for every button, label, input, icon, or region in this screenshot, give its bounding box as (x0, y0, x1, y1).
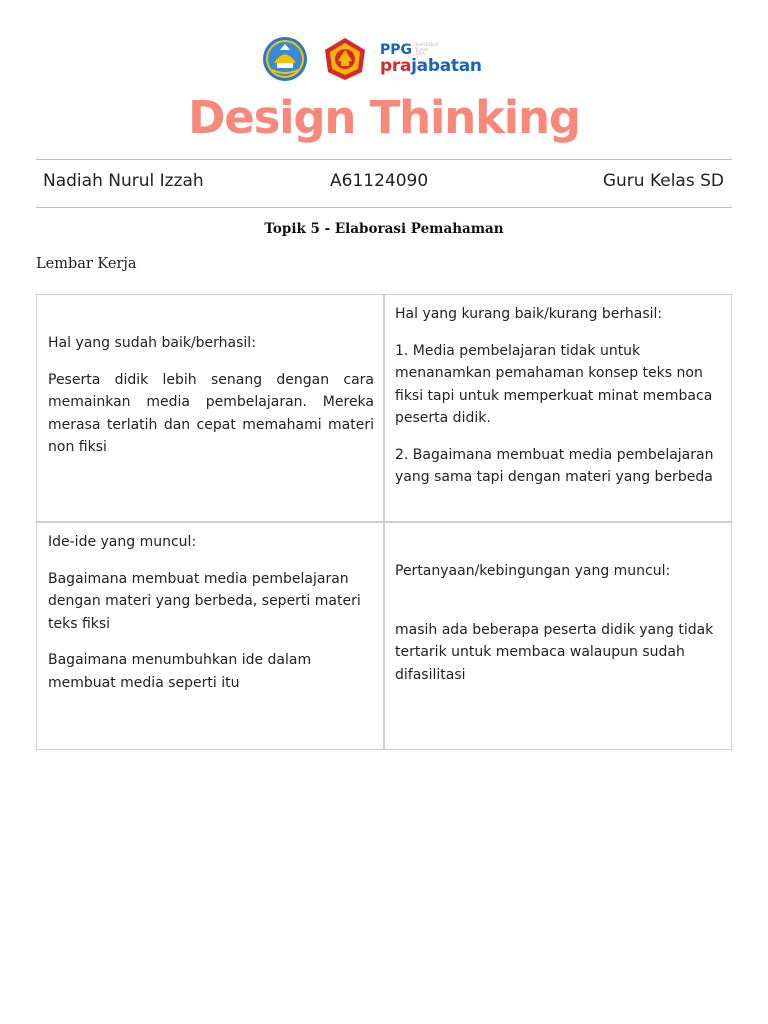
header-logos (262, 36, 482, 82)
student-id: A61124090 (330, 171, 429, 191)
questions-heading: Pertanyaan/kebingungan yang muncul: (395, 563, 671, 579)
student-role: Guru Kelas SD (602, 171, 724, 191)
cell-questions (395, 560, 721, 686)
shortcomings-point-2: 2. Bagaimana membuat media pembelajaran yang sama tapi dengan materi yang berbeda (395, 446, 714, 485)
successes-heading: Hal yang sudah baik/berhasil: (48, 335, 256, 351)
student-name: Nadiah Nurul Izzah (43, 171, 204, 191)
info-top-divider (36, 159, 732, 160)
table-horizontal-divider (37, 521, 731, 523)
ppg-prajabatan-logo (380, 43, 482, 75)
topic-heading: Topik 5 - Elaborasi Pemahaman (264, 221, 504, 237)
page-title: Design Thinking (188, 91, 580, 144)
cell-ideas (48, 531, 374, 694)
ideas-item-1: Bagaimana membuat media pembelajaran dengan materi yang berbeda, seperti materi teks fiksi (48, 570, 361, 632)
ppg-label: PPG (380, 41, 413, 58)
prajabatan-wordmark: prajabatan (380, 56, 482, 77)
ideas-heading: Ide-ide yang muncul: (48, 534, 197, 550)
kemdikbud-logo-icon (262, 36, 308, 82)
ideas-item-2: Bagaimana menumbuhkan ide dalam membuat media seperti itu (48, 652, 312, 691)
successes-body: Peserta didik lebih senang dengan cara memainkan media pembelajaran. Mereka merasa terlatih dan cepat memahami materi non fiksi (48, 371, 374, 455)
questions-body: masih ada beberapa peserta didik yang tidak tertarik untuk membaca walaupun sudah difasilitasi (395, 621, 714, 683)
shortcomings-point-1: 1. Media pembelajaran tidak untuk menanamkan pemahaman konsep teks non fiksi tapi untuk memperkuat minat membaca peserta didik. (395, 342, 713, 426)
reflection-table (36, 294, 732, 750)
worksheet-label: Lembar Kerja (36, 256, 137, 272)
shortcomings-heading: Hal yang kurang baik/kurang berhasil: (395, 306, 663, 322)
university-logo-icon (322, 36, 368, 82)
info-bottom-divider (36, 207, 732, 208)
ppg-sub-label: Kemdikbud Ristek Dikti (416, 41, 439, 57)
cell-successes (48, 332, 374, 459)
cell-shortcomings (395, 303, 721, 489)
